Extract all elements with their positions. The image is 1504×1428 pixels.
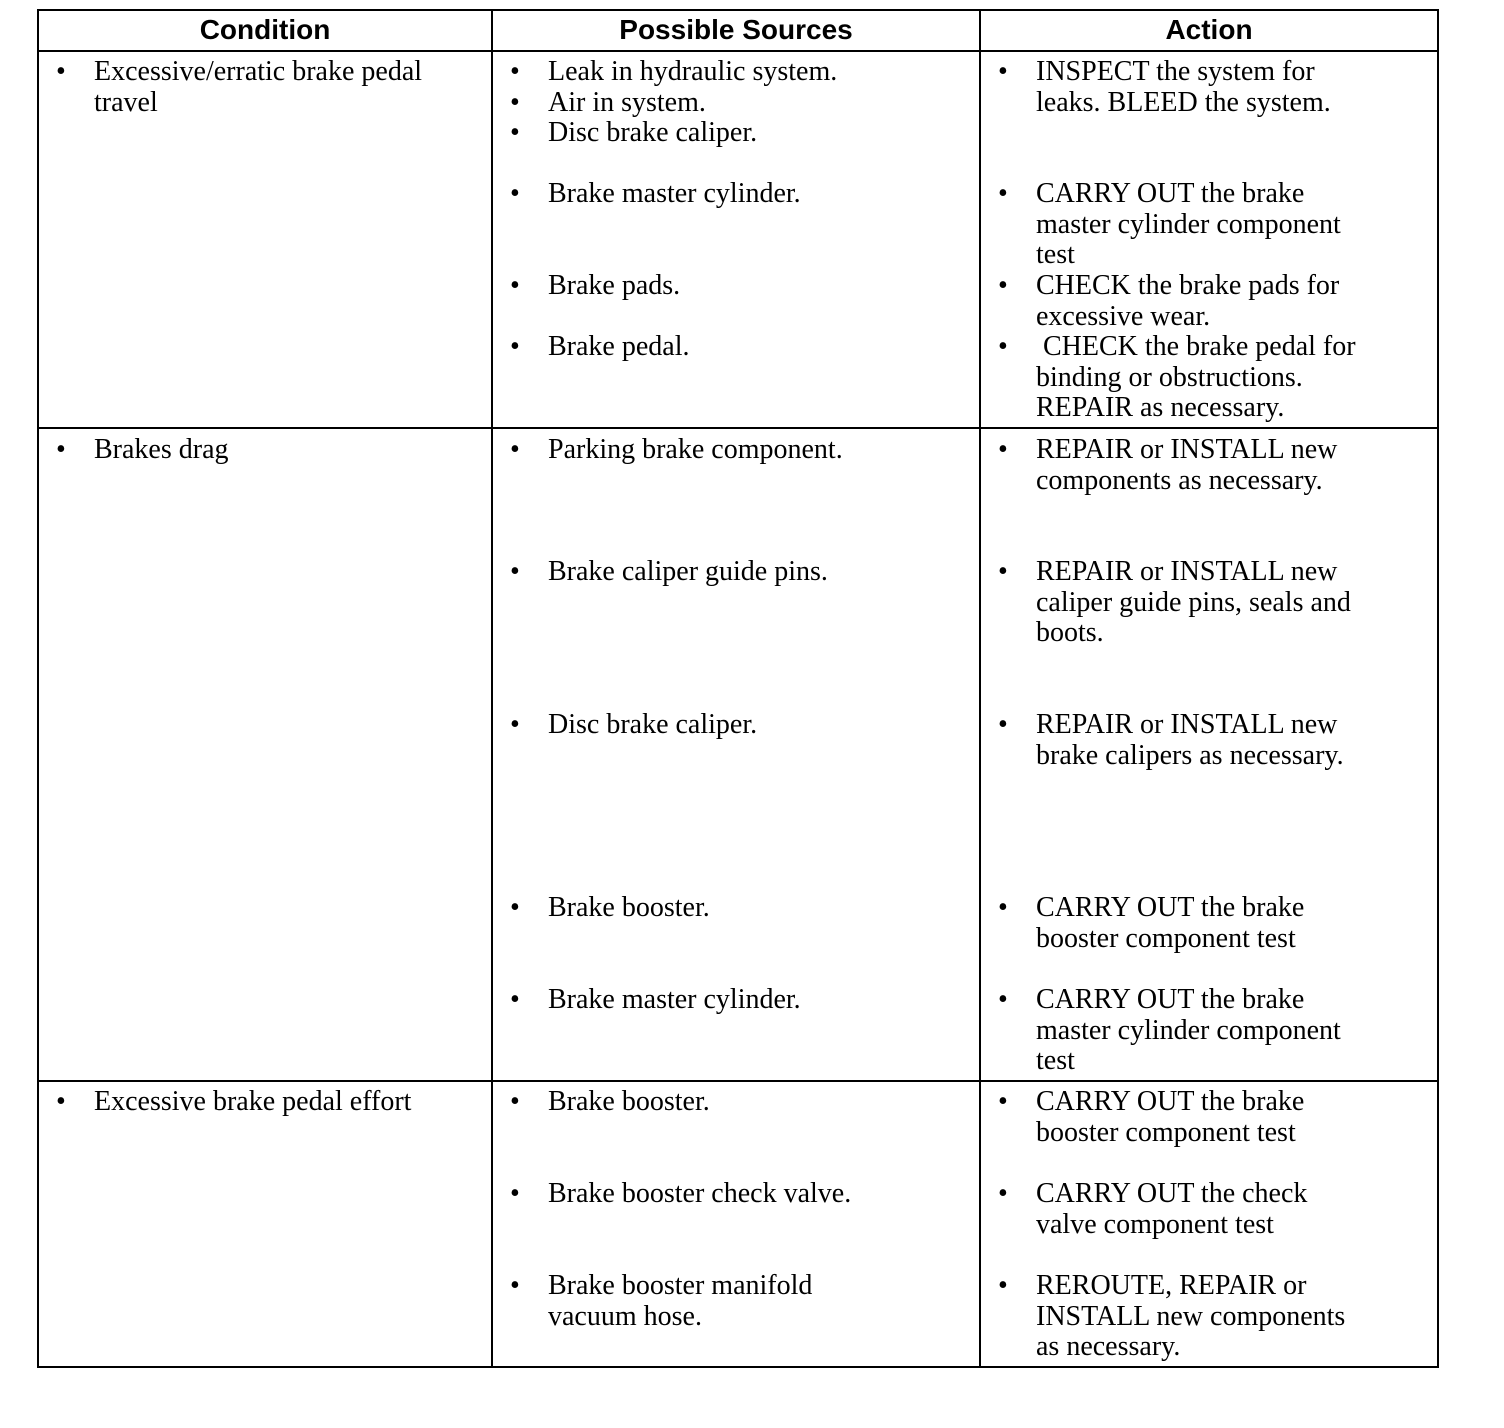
condition-line: Excessive brake pedal effort [94,1086,412,1117]
bullet: • [510,1178,520,1209]
action-line: leaks. BLEED the system. [1036,86,1331,118]
action-item [998,178,1341,271]
bullet: • [510,87,520,118]
condition-item [56,1086,412,1118]
bullet: • [510,556,520,587]
header-divider [37,50,1439,52]
table-border-bottom [37,1366,1439,1368]
action-item [998,331,1356,424]
action-line: CARRY OUT the brake [1036,984,1305,1015]
action-line: master cylinder component [1036,1014,1341,1046]
action-line: REPAIR as necessary. [1036,392,1285,423]
source-line: Brake caliper guide pins. [548,556,828,587]
bullet: • [998,270,1008,301]
source-line: Brake booster check valve. [548,1178,852,1209]
action-line: test [1036,239,1075,270]
action-line: booster component test [1036,1116,1296,1148]
action-line: excessive wear. [1036,300,1211,332]
bullet: • [56,434,66,465]
action-line: INSTALL new components [1036,1300,1346,1332]
row-divider [37,427,1439,429]
source-line: Disc brake caliper. [548,117,758,148]
bullet: • [510,331,520,362]
row-divider [37,1080,1439,1082]
condition-item [56,434,229,466]
header-possible-sources: Possible Sources [619,14,853,45]
source-line: Disc brake caliper. [548,709,758,740]
action-item [998,984,1341,1077]
bullet: • [998,178,1008,209]
action-line: caliper guide pins, seals and [1036,586,1351,618]
action-line: INSPECT the system for [1036,56,1315,87]
action-line: valve component test [1036,1208,1274,1240]
source-line: Air in system. [548,87,706,118]
bullet: • [998,709,1008,740]
action-line: REPAIR or INSTALL new [1036,434,1338,465]
bullet: • [998,892,1008,923]
action-item [998,1178,1308,1240]
source-item [510,1178,852,1210]
bullet: • [998,434,1008,465]
action-line: as necessary. [1036,1331,1181,1362]
source-line: Brake master cylinder. [548,984,801,1015]
bullet: • [510,984,520,1015]
action-line: CARRY OUT the check [1036,1178,1308,1209]
action-item [998,434,1338,496]
action-line: brake calipers as necessary. [1036,739,1344,771]
action-line: CHECK the brake pedal for [1036,331,1356,362]
source-item [510,270,681,302]
action-line: boots. [1036,617,1104,648]
source-item [510,331,690,363]
source-line: Brake booster manifold [548,1270,813,1301]
bullet: • [56,1086,66,1117]
bullet: • [510,434,520,465]
action-item [998,709,1344,771]
bullet: • [998,984,1008,1015]
bullet: • [510,178,520,209]
condition-line: Brakes drag [94,434,229,465]
table-border-right [1437,9,1439,1368]
source-item [510,709,758,741]
condition-item [56,56,423,118]
bullet: • [998,1270,1008,1301]
source-line: Brake pads. [548,270,681,301]
header-condition: Condition [199,14,331,45]
source-item [510,892,710,924]
bullet: • [510,892,520,923]
source-line: Parking brake component. [548,434,843,465]
bullet: • [510,1270,520,1301]
action-item [998,1270,1346,1363]
column-divider [491,9,493,1368]
table-border-left [37,9,39,1368]
bullet: • [998,331,1008,362]
action-line: CARRY OUT the brake [1036,892,1305,923]
action-line: components as necessary. [1036,464,1323,496]
source-item [510,117,758,149]
action-item [998,270,1340,332]
bullet: • [998,56,1008,87]
action-item [998,1086,1305,1148]
action-line: CARRY OUT the brake [1036,1086,1305,1117]
source-line: Brake booster. [548,1086,710,1117]
action-line: REROUTE, REPAIR or [1036,1270,1307,1301]
bullet: • [510,56,520,87]
condition-line: travel [94,86,158,118]
source-item [510,984,801,1016]
source-item [510,556,828,588]
bullet: • [510,1086,520,1117]
source-item [510,178,801,210]
action-line: REPAIR or INSTALL new [1036,556,1338,587]
action-line: CARRY OUT the brake [1036,178,1305,209]
bullet: • [510,117,520,148]
header-action: Action [1165,14,1253,45]
action-item [998,892,1305,954]
bullet: • [510,709,520,740]
action-line: booster component test [1036,922,1296,954]
action-item [998,556,1351,649]
action-line: binding or obstructions. [1036,361,1303,393]
source-line: vacuum hose. [548,1300,702,1332]
source-item [510,56,838,88]
action-line: REPAIR or INSTALL new [1036,709,1338,740]
bullet: • [56,56,66,87]
source-item [510,1270,813,1332]
action-line: master cylinder component [1036,208,1341,240]
bullet: • [510,270,520,301]
condition-line: Excessive/erratic brake pedal [94,56,423,87]
column-divider [979,9,981,1368]
source-line: Brake pedal. [548,331,690,362]
action-line: CHECK the brake pads for [1036,270,1340,301]
action-item [998,56,1331,118]
source-line: Brake master cylinder. [548,178,801,209]
bullet: • [998,556,1008,587]
source-item [510,87,706,119]
action-line: test [1036,1045,1075,1076]
source-line: Brake booster. [548,892,710,923]
bullet: • [998,1086,1008,1117]
bullet: • [998,1178,1008,1209]
source-item [510,434,843,466]
source-line: Leak in hydraulic system. [548,56,838,87]
source-item [510,1086,710,1118]
